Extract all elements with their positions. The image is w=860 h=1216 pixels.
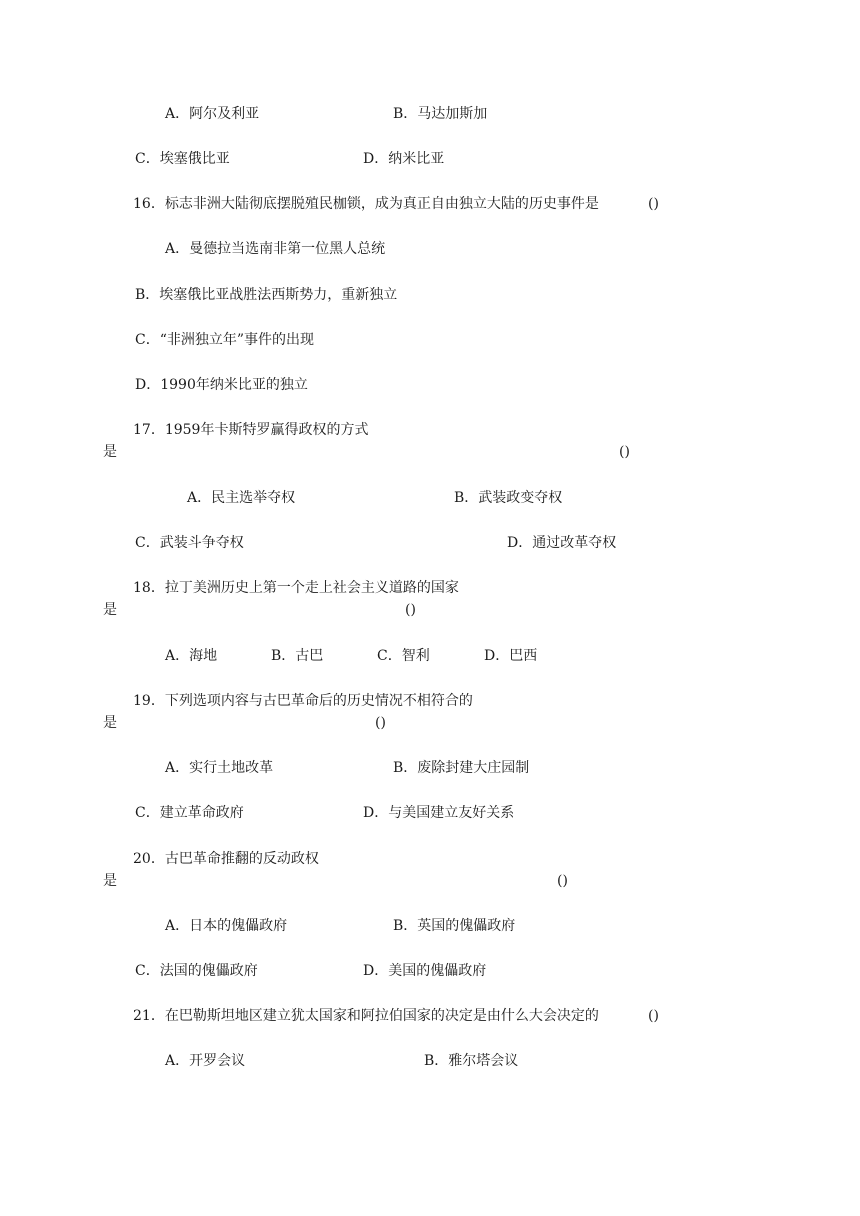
q18-option-c: C．智利	[377, 648, 430, 664]
q18-stem: 18．拉丁美洲历史上第一个走上社会主义道路的国家	[133, 580, 459, 596]
q17-stem-tail: 是	[103, 444, 117, 460]
q20-option-c: C．法国的傀儡政府	[135, 963, 258, 979]
q15-option-d: D．纳米比亚	[363, 151, 445, 167]
q17-option-d: D．通过改革夺权	[507, 535, 617, 551]
q15-option-a: A．阿尔及利亚	[165, 106, 260, 122]
q16-answer-paren: ()	[648, 196, 659, 212]
q17-option-c: C．武装斗争夺权	[135, 535, 244, 551]
q19-option-a: A．实行土地改革	[165, 760, 274, 776]
q18-answer-paren: ()	[405, 602, 416, 618]
q16-stem: 16．标志非洲大陆彻底摆脱殖民枷锁，成为真正自由独立大陆的历史事件是	[133, 196, 599, 212]
q16-option-c: C．“非洲独立年”事件的出现	[135, 332, 315, 348]
q18-option-b: B．古巴	[271, 648, 324, 664]
q20-option-a: A．日本的傀儡政府	[165, 918, 288, 934]
q19-stem-tail: 是	[103, 715, 117, 731]
q19-option-c: C．建立革命政府	[135, 805, 244, 821]
q18-option-a: A．海地	[165, 648, 218, 664]
q19-stem: 19．下列选项内容与古巴革命后的历史情况不相符合的	[133, 693, 473, 709]
q16-option-d: D．1990年纳米比亚的独立	[135, 377, 308, 393]
q17-answer-paren: ()	[619, 444, 630, 460]
q17-stem: 17．1959年卡斯特罗赢得政权的方式	[133, 422, 369, 438]
q20-option-d: D．美国的傀儡政府	[363, 963, 487, 979]
q20-answer-paren: ()	[557, 873, 568, 889]
q16-option-a: A．曼德拉当选南非第一位黑人总统	[165, 241, 386, 257]
q17-option-b: B．武装政变夺权	[454, 490, 563, 506]
q19-answer-paren: ()	[375, 715, 386, 731]
q19-option-b: B．废除封建大庄园制	[393, 760, 530, 776]
q21-option-b: B．雅尔塔会议	[424, 1053, 519, 1069]
q20-stem: 20．古巴革命推翻的反动政权	[133, 851, 319, 867]
q21-answer-paren: ()	[648, 1008, 659, 1024]
q19-option-d: D．与美国建立友好关系	[363, 805, 515, 821]
q17-option-a: A．民主选举夺权	[187, 490, 296, 506]
q20-option-b: B．英国的傀儡政府	[393, 918, 516, 934]
q15-option-b: B．马达加斯加	[393, 106, 488, 122]
q18-stem-tail: 是	[103, 602, 117, 618]
q18-option-d: D．巴西	[484, 648, 538, 664]
q20-stem-tail: 是	[103, 873, 117, 889]
q15-option-c: C．埃塞俄比亚	[135, 151, 230, 167]
q21-stem: 21．在巴勒斯坦地区建立犹太国家和阿拉伯国家的决定是由什么大会决定的	[133, 1008, 599, 1024]
q16-option-b: B．埃塞俄比亚战胜法西斯势力，重新独立	[135, 287, 398, 303]
q21-option-a: A．开罗会议	[165, 1053, 246, 1069]
